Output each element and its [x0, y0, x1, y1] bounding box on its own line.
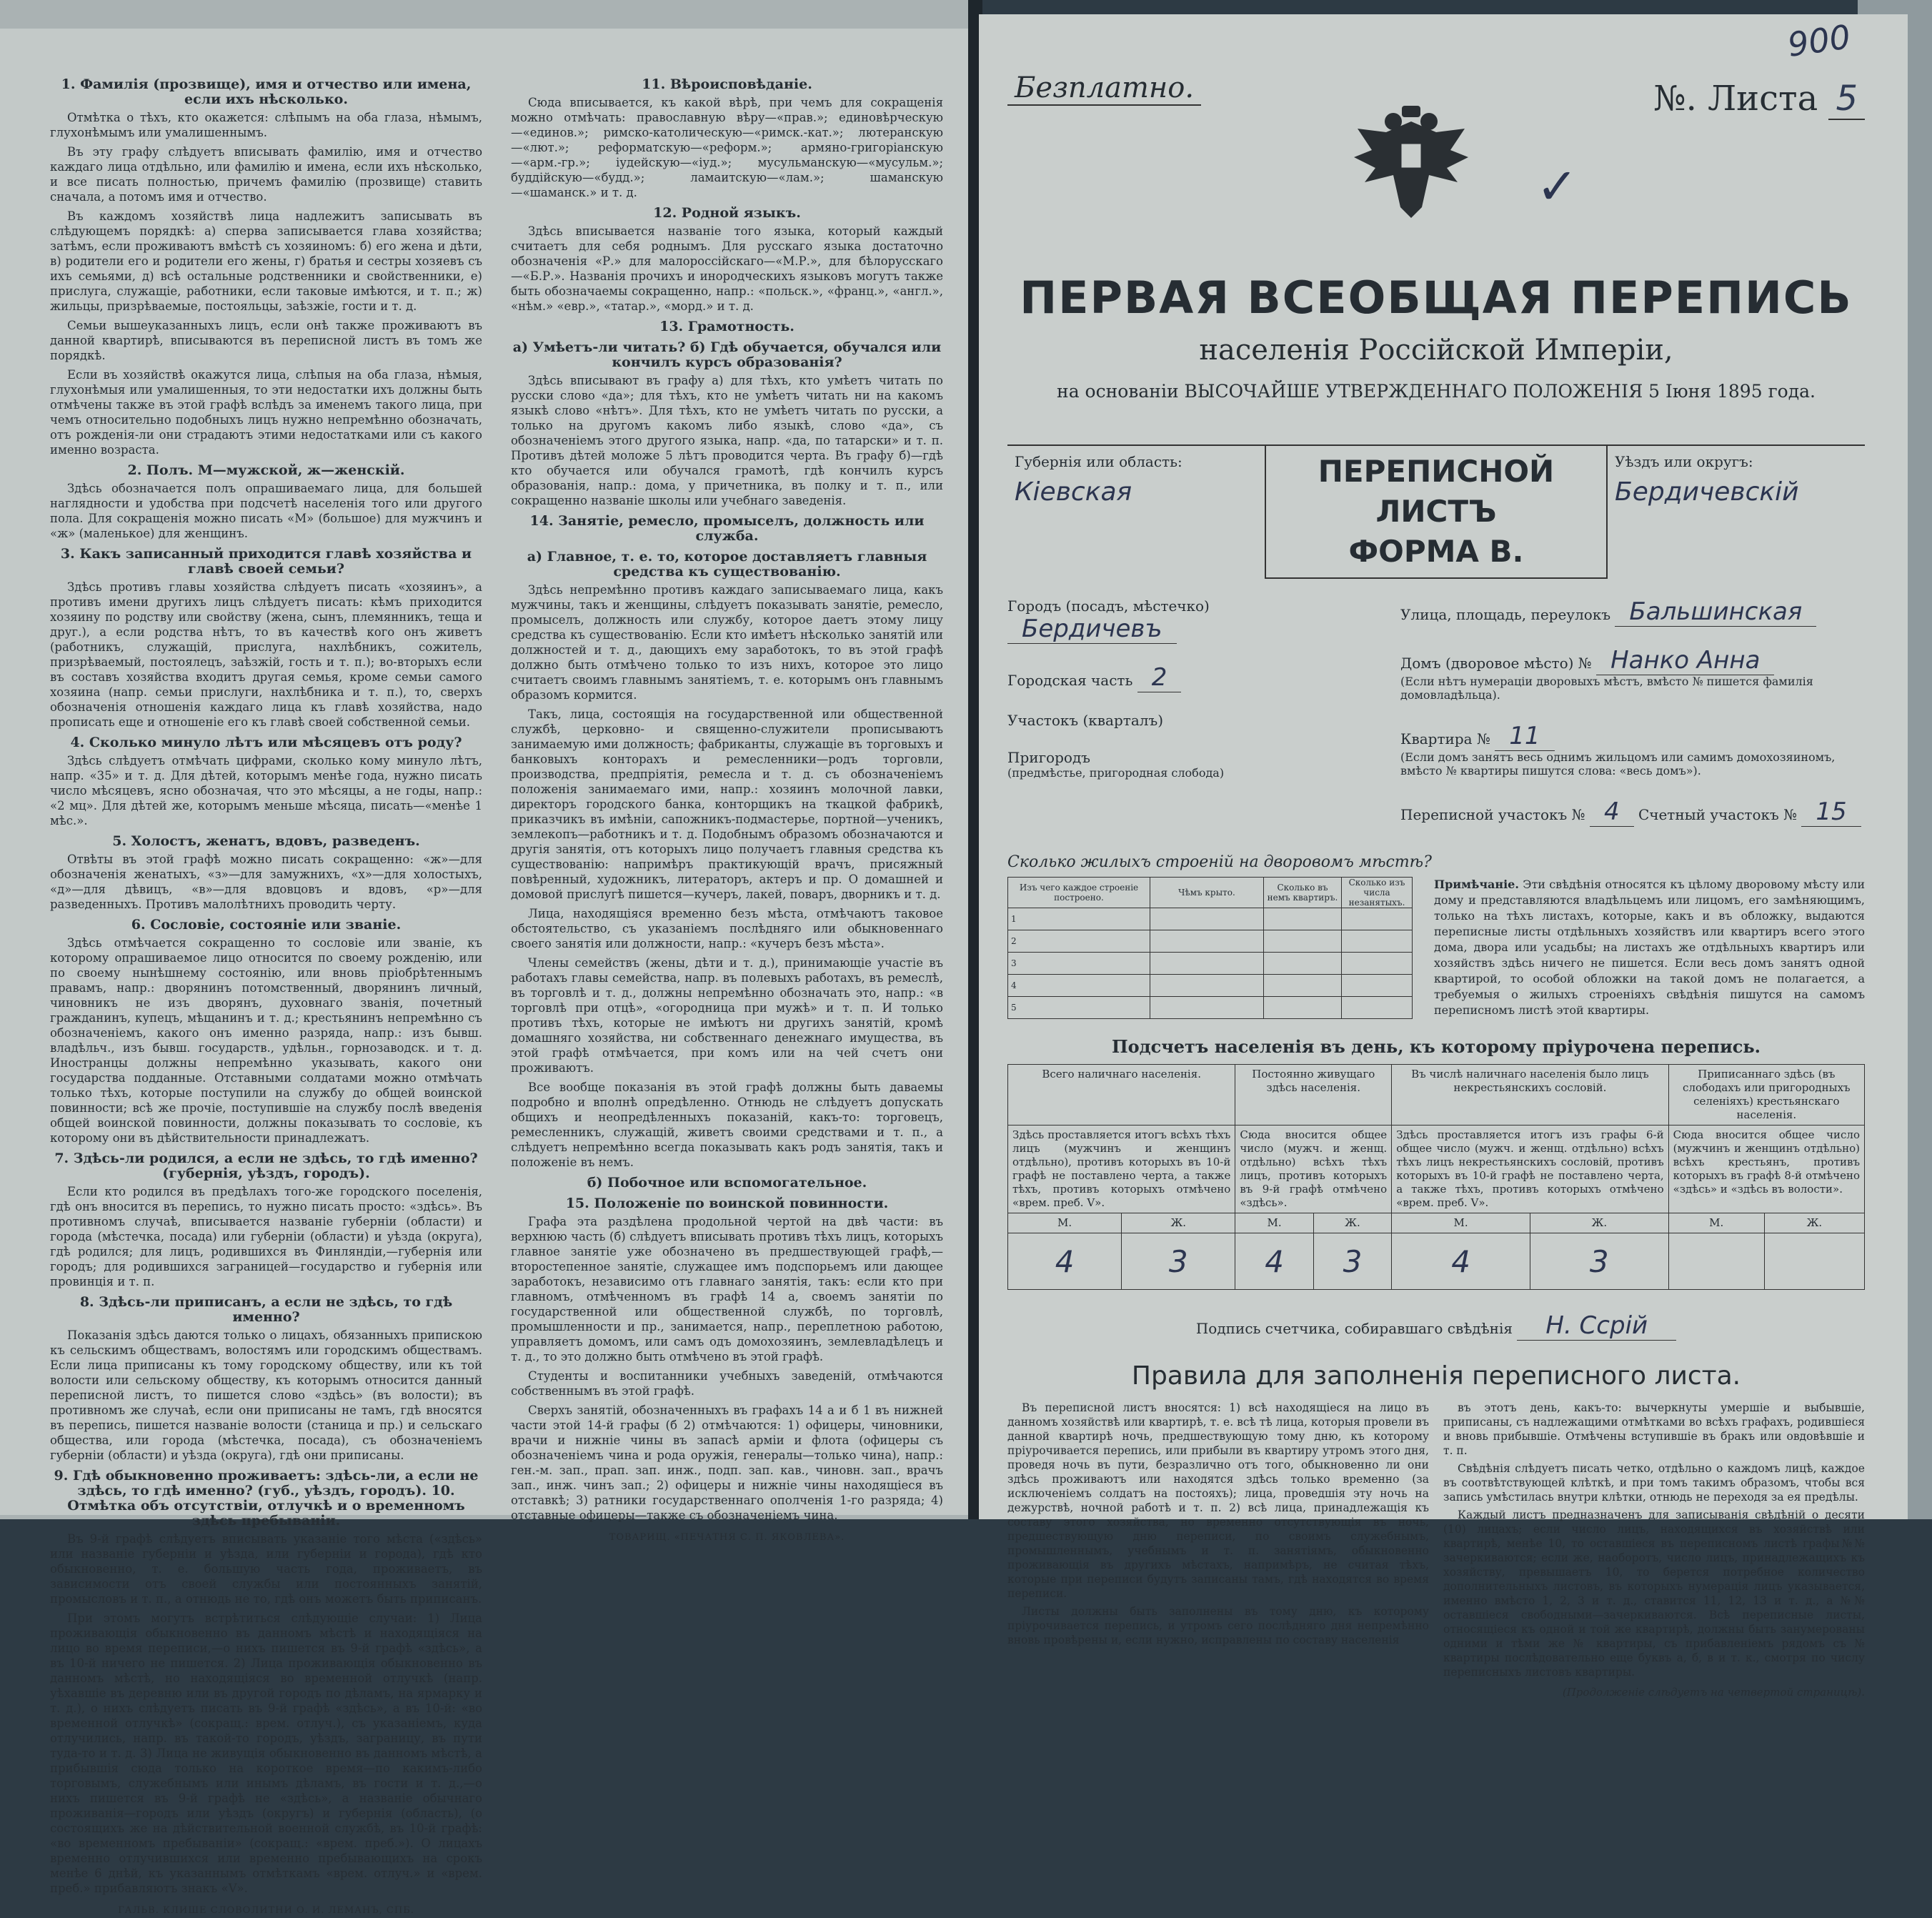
house-field: [1400, 646, 1865, 702]
population-col-desc: Здѣсь проставляется итогъ всѣхъ тѣхъ лицъ (мужчинъ и женщинъ отдѣльно), противъ которыхъ въ 10-й графѣ не поставлено черта, а также тѣхъ, противъ которыхъ отмѣчено «врем. преб. V».: [1008, 1126, 1235, 1213]
rules-paragraph: Каждый листъ предназначенъ для записыванія свѣдѣній о десяти (10) лицахъ; если число лицъ, находящихся въ хозяйствѣ или квартирѣ, менѣе 10, то оставшіеся въ переписномъ листѣ графы№№ зачеркиваются; если же, наоборотъ, число лицъ, принадлежащихъ къ хозяйству, превышаетъ 10, то берется потребное количество дополнительныхъ листовъ, въ которыхъ нумерація лицъ указывается, именно вмѣсто 1, 2, 3 и т. д., ставится 11, 12, 13 и т. д., а №№ оставшіеся свободными—зачеркиваются. Всѣ переписные листы, относящіеся къ одной и той же квартирѣ, должны быть занумерованы одними и тѣми же № квартиры, съ прибавленіемъ рядомъ съ № квартиры послѣдовательно еще буквъ а, б, в и т. к., смотря по числу переписныхъ листовъ квартиры.: [1443, 1509, 1865, 1679]
form-title: ПЕРВАЯ ВСЕОБЩАЯ ПЕРЕПИСЬ: [1020, 272, 1853, 324]
rules-continued: (Продолженіе слѣдуетъ на четвертой страницѣ).: [1562, 1686, 1865, 1699]
check-mark: ✓: [1536, 157, 1578, 216]
city-part-label: Городская часть: [1007, 672, 1133, 689]
structures-row-number: 1: [1008, 908, 1150, 930]
instruction-heading: а) Умѣетъ-ли читать? б) Гдѣ обучается, обучался или кончилъ курсъ образованія?: [512, 339, 942, 370]
signature-line: [1007, 1311, 1865, 1340]
district-value: Бердичевскій: [1615, 477, 1799, 507]
form-subtitle: населенія Россійской Имперіи,: [1199, 334, 1673, 367]
population-count-heading: Подсчетъ населенія въ день, къ которому пріурочена перепись.: [1111, 1036, 1761, 1057]
structures-header-cell: Чѣмъ крыто.: [1150, 878, 1264, 908]
basis-line: на основаніи ВЫСОЧАЙШЕ УТВЕРЖДЕННАГО ПОЛОЖЕНІЯ 5 Іюня 1895 года.: [1057, 381, 1816, 402]
male-count: 4: [1008, 1233, 1122, 1290]
structures-header-cell: Сколько изъ числа незанятыхъ.: [1342, 878, 1413, 908]
district-block: [1608, 446, 1865, 579]
structures-cell: [1342, 953, 1413, 975]
instruction-paragraph: Отмѣтка о тѣхъ, кто окажется: слѣпымъ на оба глаза, нѣмымъ, глухонѣмымъ или умалишеннымъ.: [50, 111, 482, 139]
female-count: 3: [1313, 1233, 1391, 1290]
street-value: Бальшинская: [1615, 597, 1816, 627]
structures-header-cell: Изъ чего каждое строеніе построено.: [1008, 878, 1150, 908]
structures-cell: [1264, 930, 1342, 953]
structures-cell: [1264, 908, 1342, 930]
city-value: Бердичевъ: [1007, 615, 1177, 644]
apartment-field: [1400, 722, 1865, 777]
structures-cell: [1150, 930, 1264, 953]
instruction-paragraph: Здѣсь обозначается полъ опрашиваемаго лица, для большей наглядности и удобства при подсчетѣ населенія того или другого пола. Для сокращенія можно писать «М» (большое) для мужчинъ и «ж» (маленькое) для женщинъ.: [50, 482, 482, 540]
instruction-paragraph: Сверхъ занятій, обозначенныхъ въ графахъ 14 а и б 1 въ нижней части этой 14-й графы (б 2) отмѣчаются: 1) офицеры, чиновники, врачи и нижніе чины въ запасѣ арміи и флота (офицеры съ обозначеніемъ чина и рода оружія, генералы—только чина), напр.: ген.-м. зап., прап. зап. инж., подп. зап. кав., чиновн. зап., врачъ зап., инж. чинъ зап.; 2) офицеры и нижніе чины находящіеся въ отставкѣ; 3) ратники государственнаго ополченія 1-го разряда; 4) отставные офицеры—также съ обозначеніемъ чина.: [511, 1403, 943, 1522]
structures-note: [1434, 877, 1865, 1019]
instruction-paragraph: Отвѣты въ этой графѣ можно писать сокращенно: «ж»—для обозначенія женатыхъ, «з»—для замужнихъ, «х»—для холостыхъ, «д»—для дѣвицъ, «в»—для вдовцовъ и вдовъ, «р»—для разведенныхъ. Противъ малолѣтнихъ проводить черту.: [50, 853, 482, 911]
instruction-heading: 5. Холостъ, женатъ, вдовъ, разведенъ.: [112, 833, 420, 849]
instruction-heading: 9. Гдѣ обыкновенно проживаетъ: здѣсь-ли, а если не здѣсь, то гдѣ именно? (губ., уѣздъ, городъ). 10. Отмѣтка объ отсутствіи, отлучкѣ и о временномъ здѣсь пребываніи.: [54, 1468, 479, 1529]
instructions-column-1: [50, 71, 482, 1916]
female-count: 3: [1530, 1233, 1668, 1290]
male-count: 4: [1392, 1233, 1530, 1290]
instruction-heading: 14. Занятіе, ремесло, промыселъ, должность или служба.: [529, 513, 925, 544]
census-form-page: [979, 14, 1908, 1699]
instruction-paragraph: Здѣсь вписывают въ графу а) для тѣхъ, кто умѣетъ читать по русски слово «да»; для тѣхъ, кто не умѣетъ читать ни на какомъ языкѣ слово «нѣтъ». Для тѣхъ, кто не умѣетъ читать по русски, а только на другомъ какомъ либо языкѣ, слово «да», съ обозначеніемъ этого другого языка, напр. «да, по татарски» и т. п. Противъ дѣтей моложе 5 лѣтъ проводится черта. Въ графу б)—гдѣ кто обучается или обучался грамотѣ, гдѣ кончилъ курсъ образованія, напр.: дома, у причетника, въ полку и т. п., или сокращенно названіе школы или учебнаго заведенія.: [511, 374, 943, 507]
population-col-desc: Сюда вносится общее число (мужчинъ и женщинъ отдѣльно) всѣхъ крестьянъ, противъ которыхъ въ графѣ 8-й отмѣчено «здѣсь» и «здѣсь въ волости».: [1668, 1126, 1864, 1213]
male-label: М.: [1235, 1213, 1313, 1233]
population-col-head: Всего наличнаго населенія.: [1008, 1065, 1235, 1126]
population-col-desc: Сюда вносится общее число (мужч. и женщ. отдѣльно) всѣхъ тѣхъ лицъ, противъ которыхъ въ 9-й графѣ отмѣчено «здѣсь».: [1235, 1126, 1392, 1213]
instruction-heading: 6. Сословіе, состояніе или званіе.: [131, 917, 402, 933]
female-count: [1764, 1233, 1864, 1290]
signature-value: Н. Ссрій: [1517, 1311, 1676, 1341]
structures-cell: [1264, 953, 1342, 975]
form-type-code: ФОРМА В.: [1348, 534, 1524, 569]
instruction-heading: 8. Здѣсь-ли приписанъ, а если не здѣсь, то гдѣ именно?: [79, 1294, 453, 1325]
instruction-paragraph: Здѣсь отмѣчается сокращенно то сословіе или званіе, къ которому опрашиваемое лицо относится по своему рожденію, или по своему нынѣшнему состоянію, или вновь пріобрѣтеннымъ правамъ, напр.: дворянинъ потомственный, дворянинъ личный, чиновникъ не изъ дворянъ, духовнаго званія, почетный гражданинъ, купецъ, мѣщанинъ и т. д.; крестьянинъ непремѣнно съ обозначеніемъ, какого онъ именно разряда, напр.: изъ бывш. владѣльч., изъ бывш. государств., удѣльн., горнозаводск. и т. д. Иностранцы должны непремѣнно указывать, какого они государства подданные. Отставными солдатами можно отмѣчать только тѣхъ, которые поступили на службу до общей воинской повинности; всѣ же прочіе, поступившіе на службу послѣ введенія общей воинской повинности, должны показывать то сословіе, къ которому они въ дѣйствительности принадлежатъ.: [50, 936, 482, 1145]
census-plot-label: Переписной участокъ №: [1400, 806, 1585, 823]
instruction-heading: 3. Какъ записанный приходится главѣ хозяйства и главѣ своей семьи?: [60, 546, 472, 577]
form-type-box: [1265, 446, 1608, 579]
female-label: Ж.: [1764, 1213, 1864, 1233]
rules-paragraph: въ этотъ день, какъ-то: вычеркнуты умершіе и выбывшіе, приписаны, съ надлежащими отмѣтками во всѣхъ графахъ, родившіеся и вновь прибывшіе. Отмѣчены вступившіе въ бракъ или овдовѣвшіе и т. п.: [1443, 1401, 1865, 1457]
male-label: М.: [1668, 1213, 1764, 1233]
structures-cell: [1150, 997, 1264, 1019]
rules-paragraph: Листы должны быть заполнены въ тому дню, къ которому пріурочивается перепись, и утромъ сего послѣдняго дня непремѣнно вновь провѣрены и, если нужно, исправлены по составу населенія: [1007, 1605, 1429, 1646]
rules-paragraph: Въ переписной листъ вносятся: 1) всѣ находящіеся на лицо въ данномъ хозяйствѣ или квартирѣ, т. е. всѣ тѣ лица, которыя провели въ данной квартирѣ ночь, предшествующую тому дню, къ которому пріурочивается перепись, или прибыли въ квартиру утромъ этого дня, проведя ночь въ пути, безразлично отъ того, обыкновенно ли они здѣсь проживаютъ или находятся здѣсь только временно (за исключеніемъ солдатъ на постояхъ); лица, проведшія эту ночь на дежурствѣ, ночной работѣ и т. п. 2) всѣ лица, принадлежащія къ составу этого хозяйства, но временно отсутствующія въ ночь, предшествующую дню переписи, по своимъ служебнымъ, промышленнымъ, учебнымъ и т. п. занятіямъ, обыкновенно проживающія въ другихъ мѣстахъ, напримѣръ, не считая тѣхъ, которые при переписи будутъ записаны тамъ, гдѣ находятся во время переписи.: [1007, 1401, 1429, 1600]
structures-row-number: 5: [1008, 997, 1150, 1019]
city-part-field: [1007, 663, 1379, 692]
population-head-row: [1008, 1065, 1865, 1126]
population-desc-row: [1008, 1126, 1865, 1213]
instruction-paragraph: Если кто родился въ предѣлахъ того-же городского поселенія, гдѣ онъ вносится въ перепись, то нужно писать просто: «здѣсь». Въ противномъ случаѣ, вписывается названіе губерніи (области) и города (мѣстечка, посада) или губерніи (области) и уѣзда (округа), гдѣ родился; для лицъ, родившихся въ Финляндіи,—губернія или городъ; для родившихся заграницей—государство и губернія или провинція и т. п.: [50, 1185, 482, 1288]
structures-question: Сколько жилыхъ строеній на дворовомъ мѣстѣ?: [1007, 853, 1432, 871]
instruction-paragraph: Здѣсь противъ главы хозяйства слѣдуетъ писать «хозяинъ», а противъ имени другихъ лицъ слѣдуетъ писать: кѣмъ приходится хозяину по родству или свойству (жена, сынъ, племянникъ, теща и друг.), а если родства нѣтъ, то въ качествѣ кого онъ живетъ (работникъ, служащій, прислуга, нахлѣбникъ, сожитель, призрѣваемый, постоялецъ, заѣзжій, гость и т. п.); во-вторыхъ если въ составъ хозяйства входитъ другая семья, кроме семьи самого хозяина (напр. семьи прислуги, нахлѣбника и т. п.), то, сверхъ обозначенія отношенія каждаго лица къ главѣ хозяйства, надо прописать еще и отношеніе его къ главѣ своей собственной семьи.: [50, 580, 482, 729]
structures-cell: [1342, 930, 1413, 953]
signature-label: Подпись счетчика, собиравшаго свѣдѣнія: [1195, 1320, 1513, 1337]
district-label: Уѣздъ или округъ:: [1615, 453, 1753, 470]
suburb-field: [1007, 749, 1379, 780]
female-label: Ж.: [1122, 1213, 1235, 1233]
instruction-paragraph: Здѣсь непремѣнно противъ каждаго записываемаго лица, какъ мужчины, такъ и женщины, слѣдуетъ показывать занятіе, ремесло, промыселъ, должность или службу, которое даетъ этому лицу средства къ существованію. Если кто имѣетъ нѣсколько занятій или должностей и т. д., дающихъ ему заработокъ, то въ этой графѣ должно быть отмѣчено только то изъ нихъ, которое это лицо считаетъ своимъ главнымъ занятіемъ, т. е. которымъ онъ главнымъ образомъ кормится.: [511, 583, 943, 702]
instruction-paragraph: При этомъ могутъ встрѣтиться слѣдующіе случаи: 1) Лица проживающія обыкновенно въ данномъ мѣстѣ и находящіяся на лицо во время переписи,—о нихъ пишется въ 9-й графѣ «здѣсь», а въ 10-й ничего не пишется. 2) Лица проживающія обыкновенно въ данномъ мѣстѣ, но находящіяся во временной отлучкѣ (напр. уѣхавшіе въ деревню или въ другой городъ по дѣламъ, на ярмарку и т. д.), о нихъ слѣдуетъ писать въ 9-й графѣ «здѣсь», а въ 10-й: «во временной отлучкѣ» (сокращ.: врем. отлуч.), съ указаніемъ, куда отлучились, напр. въ такой-то городъ, уѣздъ, заграницу, въ пути туда-то и т. д. 3) Лица не живущія обыкновенно въ данномъ мѣстѣ, а прибывшія сюда только на короткое время—по какимъ-либо торговымъ, служебнымъ или инымъ дѣламъ, въ гости и т. д.,—о нихъ пишется въ 9-й графѣ не «здѣсь», а названіе обычнаго проживанія—городъ или уѣздъ (округъ) и губернія (область), (о состоящихъ же на дѣйствительной военной службѣ, въ 10-й графѣ: «во временномъ пребываніи» (сокращ.: «врем. преб.»). О лицахъ временно отлучившихся или временно пребывающихъ на срокъ менѣе 6 днѣй, къ указаннымъ отмѣткамъ «врем. отлуч.» и «врем. преб.» прибавляютъ знакъ «V».: [50, 1611, 482, 1895]
instruction-heading: 1. Фамилія (прозвище), имя и отчество или имена, если ихъ нѣсколько.: [61, 76, 472, 107]
instruction-heading: а) Главное, т. е. то, которое доставляетъ главныя средства къ существованію.: [527, 549, 927, 580]
instruction-paragraph: Графа эта раздѣлена продольной чертой на двѣ части: въ верхнюю часть (б) слѣдуетъ вписывать противъ тѣхъ лицъ, которыхъ главное занятіе уже обозначено въ предшествующей графѣ,—второстепенное занятіе, служащее имъ подспорьемъ или дающее заработокъ, независимо отъ главнаго занятія, такъ: если кто при главномъ, отмѣченномъ въ графѣ 14 а, своемъ занятіи по государственной или общественной службѣ, по торговлѣ, промышленности и пр., занимается, напр., переплетною работою, управляетъ домомъ, или самъ одъ домохозяинъ, землевладѣлецъ и т. д., то это должно быть отмѣчено въ этой графѣ.: [511, 1215, 943, 1363]
province-block: [1007, 446, 1265, 579]
city-field: [1007, 597, 1379, 643]
instructions-page: [0, 29, 972, 1916]
structures-row-number: 2: [1008, 930, 1150, 953]
male-count: 4: [1235, 1233, 1313, 1290]
street-label: Улица, площадь, переулокъ: [1400, 606, 1611, 623]
instructions-column-2: [511, 71, 943, 1543]
structures-row: [1008, 953, 1413, 975]
male-label: М.: [1392, 1213, 1530, 1233]
structures-row-number: 3: [1008, 953, 1150, 975]
house-hint: (Если нѣтъ нумераціи дворовыхъ мѣстъ, вмѣсто № пишется фамилія домовладѣльца).: [1400, 675, 1813, 702]
instruction-paragraph: Въ 9-й графѣ слѣдуетъ вписывать указаніе того мѣста («здѣсь» или названіе губерніи и уѣзда, или губерніи и города), гдѣ кто обыкновенно, т. е. большую часть года, проживаетъ, въ зависимости отъ своей службы или постоянныхъ занятій, промысловъ и т. п., а отнюдь не то, гдѣ онъ можетъ быть приписанъ.: [50, 1532, 482, 1606]
structures-cell: [1150, 975, 1264, 997]
population-mf-row: [1008, 1213, 1865, 1233]
instruction-paragraph: Сюда вписывается, къ какой вѣрѣ, при чемъ для сокращенія можно отмѣчать: православную вѣру—«прав.»; единовѣрческую—«единов.»; римско-католическую—«римск.-кат.»; лютеранскую—«лют.»; реформатскую—«реформ.»; армяно-григоріанскую—«арм.-гр.»; іудейскую—«іуд.»; мусульманскую—«мусульм.»; буддійскую—«будд.»; ламаитскую—«лам.»; шаманскую—«шаманск.» и т. д.: [511, 96, 943, 199]
instruction-paragraph: Въ каждомъ хозяйствѣ лица надлежитъ записывать въ слѣдующемъ порядкѣ: а) сперва записывается глава хозяйства; затѣмъ, если проживаютъ вмѣстѣ съ хозяиномъ: б) его жена и дѣти, в) родители его и родители его жены, г) братья и сестры хозяевъ съ ихъ семьями, д) всѣ остальные родственники и свойственники, е) прислуга, служащіе, работники, если таковые имѣются, и т. п.; ж) жильцы, призрѣваемые, постояльцы, заѣзжіе, гости и т. д.: [50, 209, 482, 313]
rules-text: [1007, 1401, 1865, 1699]
population-col-head: Приписаннаго здѣсь (въ слободахъ или пригородныхъ селеніяхъ) крестьянскаго населенія.: [1668, 1065, 1864, 1126]
male-count: [1668, 1233, 1764, 1290]
precinct-field: [1007, 712, 1379, 729]
instruction-heading: 2. Полъ. М—мужской, ж—женскій.: [127, 462, 405, 478]
structures-row: [1008, 930, 1413, 953]
structures-header-cell: Сколько въ немъ квартиръ.: [1264, 878, 1342, 908]
plot-field: [1400, 797, 1865, 826]
rules-title: Правила для заполненія переписного листа.: [1131, 1361, 1741, 1391]
instruction-paragraph: Здѣсь вписывается названіе того языка, который каждый считаетъ для себя роднымъ. Для русскаго языка достаточно обозначенія «Р.» для малороссійскаго—«М.Р.», для бѣлорусскаго—«Б.Р.». Названія прочихъ и инородческихъ языковъ могутъ также быть обозначаемы сокращенно, напр.: «польск.», «франц.», «англ.», «нѣм.» «евр.», «татар.», «морд.» и т. д.: [511, 224, 943, 313]
note-text: Эти свѣдѣнія относятся къ цѣлому дворовому мѣсту или дому и представляются владѣльцемъ или лицомъ, его замѣняющимъ, только на тѣхъ листахъ, которые, какъ и въ обложку, выдаются переписные листы отдѣльныхъ хозяйствъ или квартиръ всего этого дома, двора или усадьбы; на листахъ же отдѣльныхъ квартиръ или хозяйствъ здѣсь ничего не пишется. Если весь домъ занятъ одной квартирой, то особой обложки на такой домъ не полагается, а требуемыя о жилыхъ строеніяхъ свѣдѣнія пишутся на самомъ переписномъ листѣ этой квартиры.: [1434, 878, 1865, 1017]
col1-imprint: ГАЛЬВ. КЛИШЕ СЛОВОЛИТНИ О. И. ЛЕМАНЪ, СПБ.: [118, 1905, 414, 1916]
instruction-paragraph: Все вообще показанія въ этой графѣ должны быть даваемы подробно и вполнѣ опредѣленно. Отнюдь не слѣдуетъ допускать общихъ и неопредѣленныхъ показаній, какъ-то: торговецъ, ремесленникъ, служащій, живетъ своими средствами и т. п., а слѣдуетъ непремѣнно всегда показывать какъ родъ занятія, такъ и положеніе въ немъ.: [511, 1080, 943, 1169]
suburb-label: Пригородъ: [1007, 749, 1090, 766]
province-value: Кіевская: [1015, 477, 1132, 507]
structures-cell: [1150, 908, 1264, 930]
count-plot-value: 15: [1801, 797, 1861, 827]
instruction-paragraph: Если въ хозяйствѣ окажутся лица, слѣпыя на оба глаза, нѣмыя, глухонѣмыя или умалишенныя, то эти недостатки ихъ должны быть отмѣчены также въ этой графѣ вслѣдъ за именемъ такого лица, при чемъ относительно подобныхъ лицъ нужно непремѣнно обозначать, отъ рожденія-ли они страдаютъ этими недостатками или съ какого именно возраста.: [50, 368, 482, 457]
form-header: [1007, 444, 1865, 579]
instruction-heading: 11. Вѣроисповѣданіе.: [642, 76, 812, 92]
female-label: Ж.: [1530, 1213, 1668, 1233]
structures-row: [1008, 997, 1413, 1019]
address-left: [1007, 597, 1379, 846]
count-plot-label: Счетный участокъ №: [1638, 806, 1798, 823]
instruction-paragraph: Семьи вышеуказанныхъ лицъ, если онѣ также проживаютъ въ данной квартирѣ, вписываются въ переписной листъ въ томъ же порядкѣ.: [50, 319, 482, 362]
population-count-table: [1007, 1064, 1865, 1290]
note-title: Примѣчаніе.: [1434, 878, 1519, 891]
col1-content: [50, 77, 482, 1896]
population-col-head: Постоянно живущаго здѣсь населенія.: [1235, 1065, 1392, 1126]
address-fields: [1007, 597, 1865, 846]
female-count: 3: [1122, 1233, 1235, 1290]
city-label: Городъ (посадъ, мѣстечко): [1007, 597, 1210, 615]
instruction-paragraph: Въ эту графу слѣдуетъ вписывать фамилію, имя и отчество каждаго лица отдѣльно, или фамилію и имена, если ихъ нѣсколько, и все писать полностью, причемъ фамилію (прозвище) ставить сначала, а потомъ имя и отчество.: [50, 145, 482, 204]
population-col-head: Въ числѣ наличнаго населенія было лицъ некрестьянскихъ сословій.: [1392, 1065, 1668, 1126]
instruction-heading: 15. Положеніе по воинской повинности.: [565, 1196, 889, 1211]
address-right: [1400, 597, 1865, 846]
structures-cell: [1264, 997, 1342, 1019]
instruction-paragraph: Такъ, лица, состоящія на государственной или общественной службѣ, церковно- и священно-служители прописываютъ занимаемую ими должность; фабриканты, служащіе въ торговыхъ и банковыхъ конторахъ и ремесленники—родъ торговли, производства, предпріятія, ремесла и т. д. съ обозначеніемъ положенія занимаемаго ими, напр.: хозяинъ молочной лавки, директоръ городского банка, конторщикъ на ткацкой фабрикѣ, приказчикъ въ имѣніи, сапожникъ-подмастерье, портной—ученикъ, землекопъ—работникъ и т. д. Подобнымъ образомъ обозначаются и другія занятія, отъ которыхъ лицо получаетъ главныя средства къ существованію: напримѣръ практикующій врачъ, присяжный повѣренный, художникъ, литераторъ, актеръ и пр. О домашней и домовой прислугѣ пишется—кучеръ, лакей, поваръ, дворникъ и т. д.: [511, 707, 943, 901]
corner-number: 900: [1785, 17, 1853, 64]
male-label: М.: [1008, 1213, 1122, 1233]
structures-header-row: [1008, 878, 1413, 908]
population-col-desc: Здѣсь проставляется итогъ изъ графы 6-й общее число (мужч. и женщ. отдѣльно) всѣхъ тѣхъ лицъ некрестьянскихъ сословій, противъ которыхъ въ 10-й графѣ не поставлено черта, а также тѣхъ, противъ которыхъ отмѣчено «врем. преб. V».: [1392, 1126, 1668, 1213]
suburb-hint: (предмѣстье, пригородная слобода): [1007, 766, 1225, 780]
rules-left-column: [1007, 1401, 1429, 1699]
structures-row: [1008, 975, 1413, 997]
city-part-value: 2: [1137, 663, 1182, 692]
instruction-heading: б) Побочное или вспомогательное.: [587, 1175, 867, 1191]
instruction-paragraph: Члены семействъ (жены, дѣти и т. д.), принимающіе участіе въ работахъ главы семейства, напр. въ полевыхъ работахъ, въ ремеслѣ, въ торговлѣ и т. д., должны непремѣнно обозначать это, напр.: «в торговлѣ при отцѣ», «огородница при мужѣ» и т. п. И только противъ тѣхъ, которые не имѣютъ ни другихъ занятій, кромѣ домашняго хозяйства, ни собственнаго денежнаго имущества, въ этой графѣ отмѣчается, при комъ или на чей счетъ они проживаютъ.: [511, 956, 943, 1075]
structures-row: [1008, 908, 1413, 930]
structures-body: [1008, 908, 1413, 1019]
instruction-paragraph: Здѣсь слѣдуетъ отмѣчать цифрами, сколько кому минуло лѣтъ, напр. «35» и т. д. Для дѣтей, которымъ менѣе года, нужно писать число мѣсяцевъ, ясно обозначая, что это мѣсяцы, а не годы, напр.: «2 мц». Для дѣтей же, которымъ меньше мѣсяца, писать—«менѣе 1 мѣс.».: [50, 754, 482, 828]
structures-cell: [1342, 997, 1413, 1019]
rules-right-column: [1443, 1401, 1865, 1699]
apartment-hint: (Если домъ занятъ весь однимъ жильцомъ или самимъ домохозяиномъ, вмѣсто № квартиры пишутся слова: «весь домъ»).: [1400, 750, 1836, 777]
apartment-value: 11: [1495, 722, 1554, 751]
instruction-heading: 7. Здѣсь-ли родился, а если не здѣсь, то гдѣ именно? (губернія, уѣздъ, городъ).: [54, 1151, 478, 1181]
structures-cell: [1150, 953, 1264, 975]
province-label: Губернія или область:: [1015, 453, 1182, 470]
double-headed-eagle-icon: [1343, 100, 1479, 222]
col2-imprint: ТОВАРИЩ. «ПЕЧАТНЯ С. П. ЯКОВЛЕВА».: [609, 1532, 845, 1543]
street-field: [1400, 597, 1865, 626]
structures-cell: [1342, 908, 1413, 930]
precinct-label: Участокъ (кварталъ): [1007, 712, 1163, 729]
instruction-heading: 12. Родной языкъ.: [653, 205, 801, 221]
sheet-number: [1653, 79, 1865, 119]
form-type-title: ПЕРЕПИСНОЙ ЛИСТЪ: [1318, 454, 1555, 529]
population-values-row: [1008, 1233, 1865, 1290]
structures-cell: [1342, 975, 1413, 997]
instruction-paragraph: Лица, находящіяся временно безъ мѣста, отмѣчаютъ таковое обстоятельство, съ указаніемъ послѣдняго или обыкновеннаго своего занятія или должности, напр.: «кучеръ безъ мѣста».: [511, 907, 943, 950]
female-label: Ж.: [1313, 1213, 1391, 1233]
sheet-number-value: 5: [1828, 79, 1865, 120]
instruction-paragraph: Показанія здѣсь даются только о лицахъ, обязанныхъ припискою къ сельскимъ обществамъ, волостямъ или городскимъ обществамъ. Если лица приписаны къ тому городскому обществу, или къ той волости или сельскому обществу, къ которымъ относится данный переписной листъ, то пишется слово «здѣсь» (въ волости); въ противномъ же случаѣ, если они приписаны не тамъ, гдѣ вносятся въ перепись, пишется названіе волости (станица и пр.) и сельскаго общества, или города (мѣстечка, посада), съ обозначеніемъ губерніи (области) и уѣзда (округа), гдѣ они приписаны.: [50, 1328, 482, 1462]
col2-content: [511, 77, 943, 1523]
structures-table: [1007, 877, 1413, 1019]
rules-paragraph: Свѣдѣнія слѣдуетъ писать четко, отдѣльно о каждомъ лицѣ, каждое въ соотвѣтствующей клѣткѣ, и при томъ такимъ образомъ, чтобы вся запись умѣстилась внутри клѣтки, отнюдь не переходя за ея предѣлы.: [1443, 1462, 1865, 1504]
rules-right-content: [1443, 1401, 1865, 1679]
apartment-label: Квартира №: [1400, 730, 1490, 747]
instruction-heading: 13. Грамотность.: [659, 319, 795, 334]
sheet-number-label: №. Листа: [1653, 79, 1818, 119]
free-label: Безплатно.: [1007, 71, 1201, 106]
instruction-heading: 4. Сколько минуло лѣтъ или мѣсяцевъ отъ роду?: [70, 735, 462, 750]
structures-area: [1007, 877, 1865, 1019]
instruction-paragraph: Студенты и воспитанники учебныхъ заведеній, отмѣчаются собственнымъ въ этой графѣ.: [511, 1369, 943, 1398]
structures-cell: [1264, 975, 1342, 997]
house-label: Домъ (дворовое мѣсто) №: [1400, 655, 1592, 672]
census-plot-value: 4: [1590, 797, 1634, 827]
house-value: Нанко Анна: [1596, 646, 1774, 675]
structures-row-number: 4: [1008, 975, 1150, 997]
